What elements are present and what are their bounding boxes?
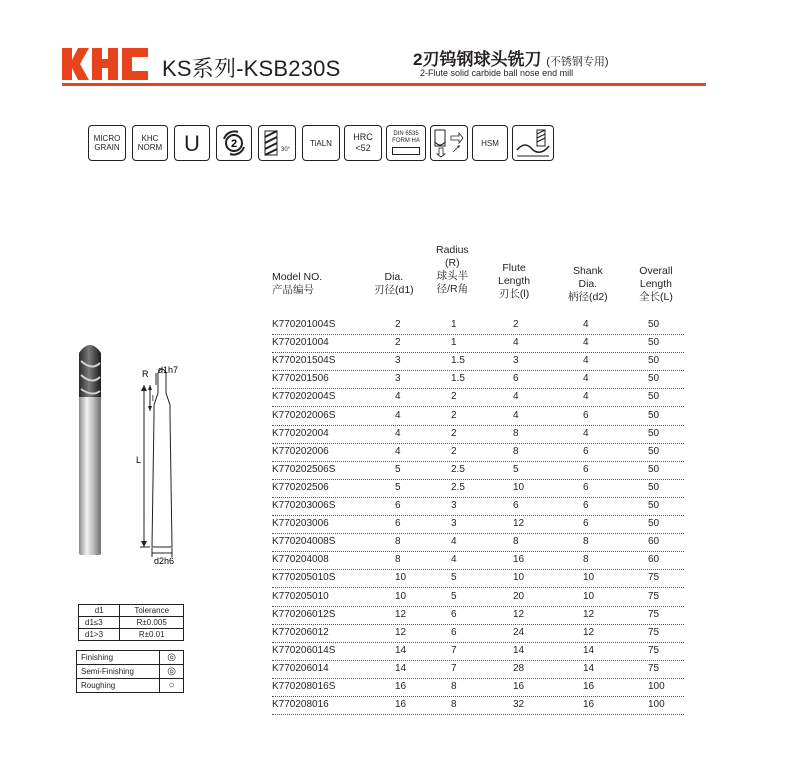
finishing-symbol: ◎ [160, 651, 184, 665]
cell-model: K770206014 [272, 662, 329, 674]
header-text: 柄径(d2) [568, 291, 608, 303]
table-row [272, 334, 684, 353]
cell-radius: 2.5 [451, 481, 465, 493]
cell-flute-length: 14 [513, 644, 525, 656]
product-title-en: 2-Flute solid carbide ball nose end mill [420, 68, 574, 78]
cell-model: K770205010 [272, 590, 329, 602]
cell-radius: 4 [451, 536, 457, 548]
cell-flute-length: 6 [513, 500, 519, 511]
header-text: 刃径(d1) [374, 284, 414, 296]
header-text: Length [498, 275, 531, 287]
header-text: Radius [436, 244, 469, 256]
cell-radius: 5 [451, 590, 457, 602]
finishing-table [76, 650, 184, 693]
cell-shank-dia: 4 [583, 373, 589, 385]
cell-shank-dia: 14 [583, 662, 595, 674]
table-row [272, 551, 684, 570]
cell-shank-dia: 6 [583, 445, 589, 457]
cell-overall-length: 75 [648, 626, 660, 638]
table-row [272, 588, 684, 607]
cell-dia: 3 [395, 355, 401, 367]
hsm-icon [472, 125, 508, 161]
cell-flute-length: 8 [513, 445, 519, 457]
cell-radius: 3 [451, 518, 457, 530]
cell-radius: 1.5 [451, 373, 465, 385]
header-text: 产品编号 [272, 284, 314, 296]
cell-flute-length: 4 [513, 409, 519, 421]
cell-radius: 8 [451, 681, 457, 692]
cell-model: K770202004 [272, 427, 329, 439]
cell-shank-dia: 10 [583, 590, 595, 602]
finishing-symbol: ○ [160, 679, 184, 693]
cell-overall-length: 50 [648, 373, 660, 385]
cell-overall-length: 100 [648, 699, 665, 711]
cell-radius: 2 [451, 391, 457, 403]
label-d1: d1h7 [158, 365, 179, 375]
micro-grain-icon [88, 125, 126, 161]
cell-model: K770206014S [272, 644, 336, 656]
tolerance-cell: d1≤3 [79, 617, 120, 629]
cell-dia: 8 [395, 536, 401, 548]
cell-flute-length: 28 [513, 662, 525, 674]
u-shape-icon [174, 125, 210, 161]
header-text: 球头半 [436, 270, 469, 282]
tolerance-table [78, 604, 184, 641]
header-text: Dia. [578, 278, 598, 290]
cell-flute-length: 2 [513, 319, 519, 330]
cell-radius: 1.5 [451, 355, 465, 367]
finishing-label: Semi-Finishing [77, 665, 160, 679]
cell-flute-length: 32 [513, 699, 525, 711]
cell-flute-length: 8 [513, 427, 519, 439]
cell-radius: 5 [451, 572, 457, 584]
icon-text: HSM [481, 138, 499, 148]
title-cn-main: 2刃钨钢球头铣刀 [413, 50, 542, 69]
header-text: 刃长(l) [498, 288, 530, 300]
cell-dia: 4 [395, 409, 401, 421]
cell-dia: 12 [395, 608, 407, 620]
cell-overall-length: 50 [648, 427, 660, 439]
cell-model: K770202506 [272, 481, 329, 493]
table-row [272, 515, 684, 534]
cell-dia: 2 [395, 337, 401, 349]
cell-dia: 3 [395, 373, 401, 385]
header-text: Flute [502, 262, 526, 274]
cell-radius: 8 [451, 699, 457, 711]
din-standard-icon [386, 125, 426, 161]
cell-overall-length: 50 [648, 337, 660, 349]
cell-dia: 8 [395, 554, 401, 566]
cell-dia: 14 [395, 644, 407, 656]
table-row [272, 370, 684, 389]
icon-text: DIN 6535 [393, 131, 419, 137]
profile-milling-icon [512, 125, 554, 161]
cell-overall-length: 75 [648, 644, 660, 656]
header-radius [436, 244, 469, 296]
cell-overall-length: 100 [648, 681, 665, 692]
header-flute [498, 262, 530, 301]
cell-overall-length: 75 [648, 572, 660, 584]
cell-radius: 2 [451, 445, 457, 457]
table-row [272, 696, 684, 715]
icon-text: FORM HA [392, 138, 420, 144]
finishing-symbol: ◎ [160, 665, 184, 679]
table-row [272, 316, 684, 335]
cell-shank-dia: 12 [583, 608, 595, 620]
header-model [272, 271, 322, 297]
cell-shank-dia: 4 [583, 337, 589, 349]
cell-shank-dia: 12 [583, 626, 595, 638]
cell-model: K770202006S [272, 409, 336, 421]
cell-radius: 2 [451, 427, 457, 439]
helix-angle-icon [258, 125, 296, 161]
label-r: R [142, 369, 149, 379]
table-row [272, 388, 684, 407]
cell-overall-length: 50 [648, 518, 660, 530]
cell-model: K770204008 [272, 554, 329, 566]
header-rule [62, 83, 706, 86]
cell-shank-dia: 16 [583, 699, 595, 711]
cell-radius: 7 [451, 662, 457, 674]
cell-model: K770201004 [272, 337, 329, 349]
shank-outline [392, 147, 420, 155]
cell-overall-length: 60 [648, 554, 660, 566]
cell-shank-dia: 16 [583, 681, 595, 692]
cell-radius: 3 [451, 500, 457, 511]
cell-overall-length: 50 [648, 409, 660, 421]
cell-overall-length: 75 [648, 662, 660, 674]
cell-shank-dia: 6 [583, 500, 589, 511]
cell-shank-dia: 8 [583, 554, 589, 566]
icon-text: KHC [141, 134, 159, 143]
table-row [272, 569, 684, 588]
cell-dia: 5 [395, 463, 401, 475]
cell-model: K770205010S [272, 572, 336, 584]
cell-shank-dia: 8 [583, 536, 589, 548]
cell-flute-length: 10 [513, 572, 525, 584]
cell-shank-dia: 4 [583, 427, 589, 439]
cell-flute-length: 4 [513, 391, 519, 403]
series-title: KS系列-KSB230S [162, 56, 341, 81]
cell-model: K770208016 [272, 699, 329, 711]
tolerance-header: Tolerance [120, 605, 184, 617]
icon-text: <52 [355, 143, 371, 153]
cell-model: K770201504S [272, 355, 336, 367]
table-row [272, 533, 684, 552]
khc-logo [62, 44, 150, 84]
cell-flute-length: 4 [513, 337, 519, 349]
cell-overall-length: 50 [648, 445, 660, 457]
machining-directions-icon [430, 125, 468, 161]
cell-flute-length: 12 [513, 608, 525, 620]
cell-flute-length: 3 [513, 355, 519, 367]
cell-flute-length: 24 [513, 626, 525, 638]
product-title-cn [413, 45, 609, 70]
finishing-label: Finishing [77, 651, 160, 665]
cell-shank-dia: 6 [583, 481, 589, 493]
cell-shank-dia: 6 [583, 518, 589, 530]
title-cn-note: (不锈钢专用) [546, 56, 609, 68]
header-text: Dia. [384, 271, 404, 283]
tolerance-cell: R±0.01 [120, 629, 184, 641]
table-row [272, 425, 684, 444]
svg-text:2: 2 [230, 138, 238, 150]
cell-dia: 10 [395, 590, 407, 602]
table-row [272, 479, 684, 498]
cell-model: K770203006 [272, 518, 329, 530]
cell-dia: 2 [395, 319, 401, 330]
cell-dia: 6 [395, 500, 401, 511]
header-text: Length [639, 278, 672, 290]
cell-overall-length: 50 [648, 500, 660, 511]
icon-text: TiALN [310, 138, 332, 148]
cell-flute-length: 8 [513, 536, 519, 548]
cell-model: K770202006 [272, 445, 329, 457]
header-overall [639, 265, 673, 304]
cell-overall-length: 50 [648, 391, 660, 403]
cell-dia: 10 [395, 572, 407, 584]
header-text: 全长(L) [639, 291, 673, 303]
cell-shank-dia: 4 [583, 391, 589, 403]
cell-radius: 2 [451, 409, 457, 421]
cell-overall-length: 50 [648, 355, 660, 367]
header-text: Overall [639, 265, 673, 277]
cell-overall-length: 75 [648, 608, 660, 620]
cell-flute-length: 10 [513, 481, 525, 493]
cell-dia: 12 [395, 626, 407, 638]
cell-flute-length: 16 [513, 681, 525, 692]
cell-model: K770202506S [272, 463, 336, 475]
hrc-icon [344, 125, 382, 161]
cell-flute-length: 12 [513, 518, 525, 530]
cell-flute-length: 16 [513, 554, 525, 566]
cell-radius: 4 [451, 554, 457, 566]
cell-dia: 4 [395, 427, 401, 439]
cell-flute-length: 20 [513, 590, 525, 602]
cell-flute-length: 6 [513, 373, 519, 385]
table-row [272, 678, 684, 697]
cell-dia: 6 [395, 518, 401, 530]
header-dia [374, 271, 414, 297]
khc-norm-icon [132, 125, 168, 161]
tool-shank-photo [79, 395, 101, 555]
table-row [272, 642, 684, 661]
icon-text: 30° [281, 146, 291, 153]
label-big-l: L [136, 455, 142, 465]
icon-text: HRC [353, 132, 373, 142]
header-text: Shank [572, 265, 603, 277]
cell-shank-dia: 10 [583, 572, 595, 584]
table-row [272, 606, 684, 625]
cell-dia: 4 [395, 391, 401, 403]
cell-radius: 1 [451, 319, 457, 330]
table-row [272, 660, 684, 679]
cell-dia: 14 [395, 662, 407, 674]
tolerance-cell: d1>3 [79, 629, 120, 641]
cell-model: K770208016S [272, 681, 336, 692]
cell-overall-length: 60 [648, 536, 660, 548]
cell-radius: 6 [451, 626, 457, 638]
cell-model: K770206012S [272, 608, 336, 620]
finishing-label: Roughing [77, 679, 160, 693]
cell-model: K770202004S [272, 391, 336, 403]
icon-text: MICRO [93, 134, 121, 143]
label-l: l [152, 394, 154, 403]
header-shank [568, 265, 608, 304]
cell-model: K770204008S [272, 536, 336, 548]
cell-shank-dia: 14 [583, 644, 595, 656]
label-d2: d2h6 [154, 556, 175, 565]
cell-model: K770201004S [272, 319, 336, 330]
tolerance-cell: R±0.005 [120, 617, 184, 629]
header-text: 径/R角 [436, 283, 469, 295]
cell-overall-length: 50 [648, 481, 660, 493]
cell-radius: 1 [451, 337, 457, 349]
cell-radius: 6 [451, 608, 457, 620]
cell-dia: 16 [395, 699, 407, 711]
cell-model: K770201506 [272, 373, 329, 385]
cell-shank-dia: 6 [583, 463, 589, 475]
header-text: Model NO. [272, 271, 323, 283]
cell-shank-dia: 4 [583, 355, 589, 367]
table-row [272, 461, 684, 480]
cell-overall-length: 50 [648, 463, 660, 475]
header-text: (R) [445, 257, 460, 269]
icon-text: GRAIN [94, 143, 120, 152]
flute-count-icon [216, 125, 252, 161]
icon-text: NORM [137, 143, 163, 152]
cell-radius: 7 [451, 644, 457, 656]
cell-model: K770206012 [272, 626, 329, 638]
table-row [272, 624, 684, 643]
cell-dia: 16 [395, 681, 407, 692]
cell-shank-dia: 6 [583, 409, 589, 421]
tool-drawing [70, 335, 195, 565]
tialn-coating-icon [302, 125, 340, 161]
table-row [272, 407, 684, 426]
table-row [272, 352, 684, 371]
table-row [272, 443, 684, 462]
tolerance-header: d1 [79, 605, 120, 617]
cell-flute-length: 5 [513, 463, 519, 475]
cell-dia: 4 [395, 445, 401, 457]
cell-model: K770203006S [272, 500, 336, 511]
cell-overall-length: 75 [648, 590, 660, 602]
icon-text: U [184, 130, 200, 156]
cell-shank-dia: 4 [583, 319, 589, 330]
cell-radius: 2.5 [451, 463, 465, 475]
table-row [272, 497, 684, 516]
cell-overall-length: 50 [648, 319, 660, 330]
cell-dia: 5 [395, 481, 401, 493]
